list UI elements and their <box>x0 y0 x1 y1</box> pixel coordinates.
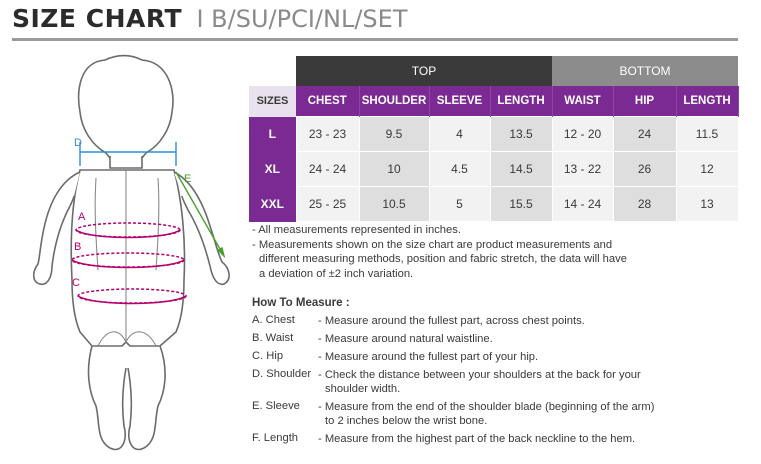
table-cell: 9.5 <box>359 117 429 152</box>
column-header-row <box>249 86 738 117</box>
table-row <box>249 152 738 187</box>
desc-sleeve: - Measure from the end of the shoulder blade (beginning of the arm) <box>318 401 655 413</box>
desc-shoulder-cont: shoulder width. <box>325 383 401 395</box>
desc-sleeve-cont: to 2 inches below the wrist bone. <box>325 415 488 427</box>
table-cell: 14 - 24 <box>552 187 613 222</box>
title-main: SIZE CHART <box>12 4 183 33</box>
table-cell: 26 <box>613 152 676 187</box>
desc-shoulder: - Check the distance between your shoulders at the back for your <box>318 369 641 381</box>
table-cell: 12 - 20 <box>552 117 613 152</box>
table-cell: 4.5 <box>429 152 490 187</box>
label-d: D <box>74 137 82 149</box>
table-cell: 13 - 22 <box>552 152 613 187</box>
header-waist: WAIST <box>552 86 613 117</box>
header-shoulder: SHOULDER <box>359 86 429 117</box>
desc-chest: - Measure around the fullest part, across chest points. <box>318 315 585 327</box>
note-line: a deviation of ±2 inch variation. <box>259 267 414 280</box>
header-hip: HIP <box>613 86 676 117</box>
header-top-length: LENGTH <box>490 86 552 117</box>
header-bottom-length: LENGTH <box>676 86 738 117</box>
table-row <box>249 187 738 222</box>
table-cell: 23 - 23 <box>296 117 359 152</box>
group-header-row <box>249 56 738 86</box>
label-e: E <box>184 173 192 185</box>
note-line: - All measurements represented in inches. <box>252 224 461 236</box>
table-cell: 14.5 <box>490 152 552 187</box>
table-cell: 4 <box>429 117 490 152</box>
desc-hip: - Measure around the fullest part of your hip. <box>318 351 539 363</box>
header-sleeve: SLEEVE <box>429 86 490 117</box>
size-label: XL <box>249 152 296 187</box>
table-cell: 28 <box>613 187 676 222</box>
table-cell: 5 <box>429 187 490 222</box>
table-row <box>249 117 738 152</box>
desc-waist: - Measure around natural waistline. <box>318 333 493 345</box>
how-to-measure-title: How To Measure : <box>252 297 350 309</box>
term-waist: B. Waist <box>252 332 294 344</box>
table-cell: 13 <box>676 187 738 222</box>
note-line: - Measurements shown on the size chart are product measurements and <box>252 238 613 251</box>
term-length: F. Length <box>252 432 299 444</box>
baby-figure-illustration <box>10 50 248 460</box>
term-hip: C. Hip <box>252 350 284 362</box>
table-cell: 25 - 25 <box>296 187 359 222</box>
table-cell: 12 <box>676 152 738 187</box>
title-subtitle: I B/SU/PCI/NL/SET <box>196 5 408 33</box>
table-cell: 15.5 <box>490 187 552 222</box>
table-cell: 10.5 <box>359 187 429 222</box>
size-label: L <box>249 117 296 152</box>
table-cell: 24 - 24 <box>296 152 359 187</box>
group-top: TOP <box>296 56 552 86</box>
table-cell: 10 <box>359 152 429 187</box>
page-title <box>12 4 407 38</box>
group-bottom: BOTTOM <box>552 56 738 86</box>
header-sizes: SIZES <box>249 86 296 117</box>
label-a: A <box>78 211 86 223</box>
size-label: XXL <box>249 187 296 222</box>
table-cell: 13.5 <box>490 117 552 152</box>
measurement-notes <box>252 223 627 281</box>
table-cell: 11.5 <box>676 117 738 152</box>
desc-length: - Measure from the highest part of the back neckline to the hem. <box>318 433 636 445</box>
table-cell: 24 <box>613 117 676 152</box>
term-chest: A. Chest <box>252 314 295 326</box>
header-chest: CHEST <box>296 86 359 117</box>
label-c: C <box>72 277 80 289</box>
note-line: different measuring methods, position and fabric stretch, the data will have <box>259 253 627 265</box>
term-shoulder: D. Shoulder <box>252 368 312 380</box>
title-divider <box>12 38 738 41</box>
label-b: B <box>74 241 82 253</box>
size-table <box>249 56 739 222</box>
term-sleeve: E. Sleeve <box>252 400 300 412</box>
